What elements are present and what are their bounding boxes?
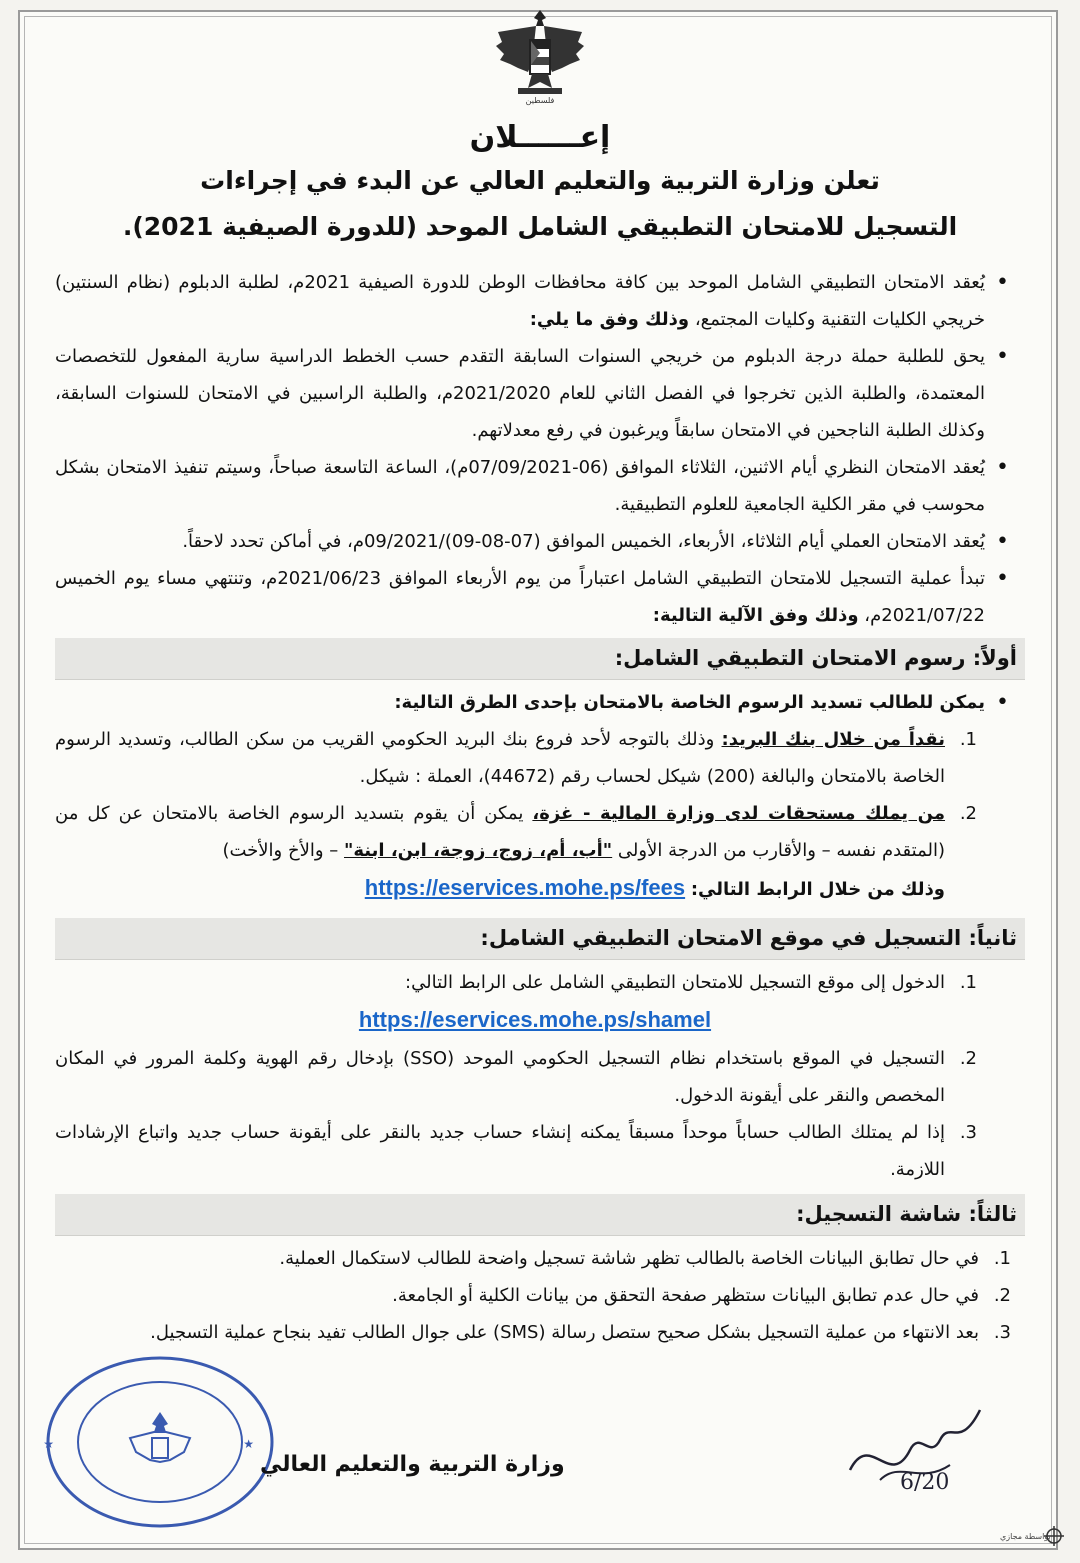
screen-note-2 bbox=[55, 1277, 1015, 1314]
svg-text:★: ★ bbox=[43, 1437, 54, 1451]
footer-small-note: بواسطة مجازي bbox=[1000, 1532, 1051, 1541]
screen-note-1-text: في حال تطابق البيانات الخاصة بالطالب تظهر شاشة تسجيل واضحة للطالب لاستكمال العملية. bbox=[279, 1248, 979, 1269]
announcement-subtitle-line1: تعلن وزارة التربية والتعليم العالي عن البدء في إجراءات bbox=[200, 166, 880, 195]
registration-step-3-number: 3. bbox=[959, 1122, 977, 1143]
registration-step-1 bbox=[55, 964, 1015, 1001]
screen-note-2-text: في حال عدم تطابق البيانات ستظهر صفحة التحقق من بيانات الكلية أو الجامعة. bbox=[392, 1285, 979, 1306]
screen-note-3-number: 3. bbox=[993, 1322, 1011, 1343]
bullet-5 bbox=[55, 560, 1015, 634]
section1-heading: أولاً: رسوم الامتحان التطبيقي الشامل: bbox=[55, 638, 1025, 680]
announcement-title: إعــــــلان bbox=[469, 120, 611, 155]
screen-note-1 bbox=[55, 1240, 1015, 1277]
fee-method-2 bbox=[55, 795, 1015, 869]
fee-method-2-relatives: "أب، أم، زوج، زوجة، ابن، ابنة" bbox=[344, 840, 613, 861]
footer-ministry-name: وزارة التربية والتعليم العالي bbox=[260, 1452, 565, 1477]
bullet-1-text: يُعقد الامتحان التطبيقي الشامل الموحد بين كافة محافظات الوطن للدورة الصيفية 2021م، لطلبة الدبلوم (نظام السنتين) خريجي الكليات التقنية وكليات المجتمع، bbox=[55, 272, 985, 330]
bullet-1-bold: وذلك وفق ما يلي: bbox=[529, 309, 690, 330]
section1-lead-list bbox=[55, 684, 1015, 721]
svg-text:★: ★ bbox=[243, 1437, 254, 1451]
registration-step-2 bbox=[55, 1040, 1015, 1114]
section1-lead bbox=[55, 684, 1015, 721]
fee-method-1-text: وذلك بالتوجه لأحد فروع بنك البريد الحكومي القريب من سكن الطالب، وتسديد الرسوم الخاصة بالامتحان والبالغة (200) شيكل لحساب رقم (44672)، العملة : شيكل. bbox=[55, 729, 945, 787]
bullet-5-text: تبدأ عملية التسجيل للامتحان التطبيقي الشامل اعتباراً من يوم الأربعاء الموافق 2021/06/23م، وتنتهي مساء يوم الخميس 2021/07/22م، bbox=[55, 568, 985, 626]
registration-step-1-text: الدخول إلى موقع التسجيل للامتحان التطبيقي الشامل على الرابط التالي: bbox=[405, 972, 945, 993]
bullet-1 bbox=[55, 264, 1015, 338]
section1-lead-text: يمكن للطالب تسديد الرسوم الخاصة بالامتحان بإحدى الطرق التالية: bbox=[394, 692, 985, 713]
fee-method-2-tail: – والأخ والأخت) bbox=[222, 840, 344, 861]
ministry-stamp bbox=[40, 1352, 280, 1532]
section2-heading: ثانياً: التسجيل في موقع الامتحان التطبيقي الشامل: bbox=[55, 918, 1025, 960]
fee-method-1-title: نقداً من خلال بنك البريد: bbox=[721, 729, 945, 750]
bullet-5-bold: وذلك وفق الآلية التالية: bbox=[652, 605, 859, 626]
registration-step-3-text: إذا لم يمتلك الطالب حساباً موحداً مسبقاً يمكنه إنشاء حساب جديد بالنقر على أيقونة حساب جديد واتباع الإرشادات اللازمة. bbox=[55, 1122, 945, 1180]
fees-link-label: وذلك من خلال الرابط التالي: bbox=[690, 879, 945, 900]
signature-date: 6/20 bbox=[900, 1470, 950, 1495]
registration-step-3 bbox=[55, 1114, 1015, 1188]
emblem-caption: فلسطين bbox=[525, 96, 555, 105]
bullet-2: • يحق للطلبة حملة درجة الدبلوم من خريجي السنوات السابقة التقدم حسب الخطط الدراسية سارية المفعول للتخصصات المعتمدة، والطلبة الذين تخرجوا في الفصل الثاني للعام 2021/2020م، والطلبة الراسبين في الامتحان للسنوات السابقة، وكذلك الطلبة الناجحين في الامتحان سابقاً ويرغبون في رفع معدلاتهم. bbox=[55, 338, 1015, 449]
screen-note-1-number: 1. bbox=[993, 1248, 1011, 1269]
bullet-4: • يُعقد الامتحان العملي أيام الثلاثاء، الأربعاء، الخميس الموافق (07-08-09)/09/2021م، في أماكن تحدد لاحقاً. bbox=[55, 523, 1015, 560]
fees-link[interactable]: https://eservices.mohe.ps/fees bbox=[364, 875, 686, 900]
registration-step-2-number: 2. bbox=[959, 1048, 977, 1069]
screen-note-3-text: بعد الانتهاء من عملية التسجيل بشكل صحيح ستصل رسالة (SMS) على جوال الطالب تفيد بنجاح عملية التسجيل. bbox=[150, 1322, 979, 1343]
section3-heading: ثالثاً: شاشة التسجيل: bbox=[55, 1194, 1025, 1236]
intro-bullets bbox=[55, 264, 1015, 634]
bullet-3: • يُعقد الامتحان النظري أيام الاثنين، الثلاثاء الموافق (06-07/09/2021م)، الساعة التاسعة صباحاً، وسيتم تنفيذ الامتحان بشكل محوسب في مقر الكلية الجامعية للعلوم التطبيقية. bbox=[55, 449, 1015, 523]
screen-note-3 bbox=[55, 1314, 1015, 1351]
fee-method-2-text: يمكن أن يقوم بتسديد الرسوم الخاصة بالامتحان عن كل من (المتقدم نفسه – والأقارب من الدرجة الأولى bbox=[55, 803, 945, 861]
announcement-body bbox=[55, 264, 1015, 1351]
shamel-link[interactable]: https://eservices.mohe.ps/shamel bbox=[358, 1007, 712, 1032]
fees-link-row bbox=[55, 869, 1015, 908]
fee-method-2-number: 2. bbox=[959, 803, 977, 824]
fee-method-1-number: 1. bbox=[959, 729, 977, 750]
fee-method-2-title: من يملك مستحقات لدى وزارة المالية - غزة، bbox=[532, 803, 946, 824]
registration-mark-icon bbox=[1044, 1526, 1064, 1546]
shamel-link-row bbox=[55, 1001, 1015, 1040]
fee-method-1 bbox=[55, 721, 1015, 795]
announcement-subtitle-line2: التسجيل للامتحان التطبيقي الشامل الموحد (للدورة الصيفية 2021). bbox=[122, 212, 958, 241]
screen-note-2-number: 2. bbox=[993, 1285, 1011, 1306]
registration-step-2-text: التسجيل في الموقع باستخدام نظام التسجيل الحكومي الموحد (SSO) بإدخال رقم الهوية وكلمة المرور في المكان المخصص والنقر على أيقونة الدخول. bbox=[55, 1048, 945, 1106]
registration-step-1-number: 1. bbox=[959, 972, 977, 993]
